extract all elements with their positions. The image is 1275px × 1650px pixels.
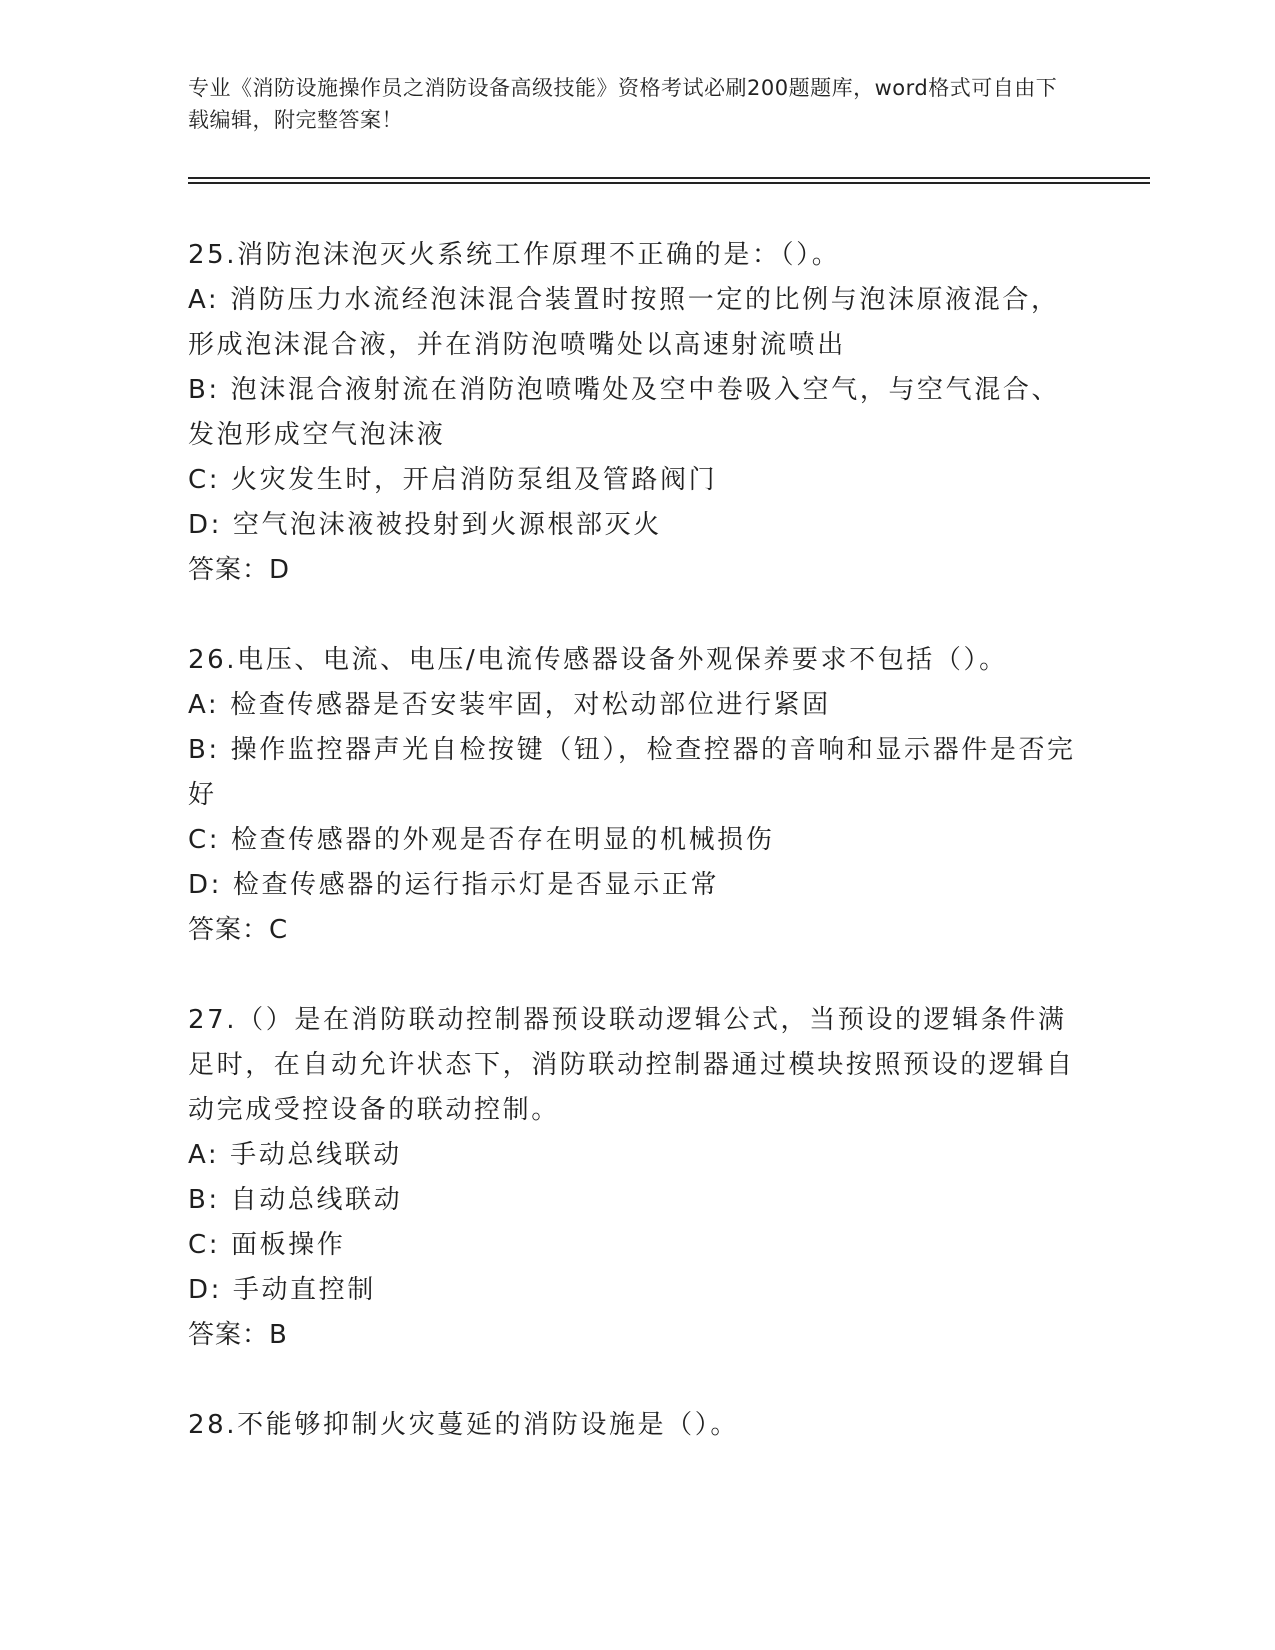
question-27 (188, 998, 1088, 1358)
option-a: A: 检查传感器是否安装牢固，对松动部位进行紧固 (188, 690, 831, 720)
question-stem: 27.（）是在消防联动控制器预设联动逻辑公式，当预设的逻辑条件满足时，在自动允许状态下，消防联动控制器通过模块按照预设的逻辑自动完成受控设备的联动控制。 (188, 1005, 1075, 1125)
option-b: B: 自动总线联动 (188, 1185, 403, 1215)
option-c: C: 检查传感器的外观是否存在明显的机械损伤 (188, 825, 775, 855)
option-b: B: 操作监控器声光自检按键（钮），检查控器的音响和显示器件是否完好 (188, 735, 1076, 810)
document-header: 专业《消防设施操作员之消防设备高级技能》资格考试必刷200题题库，word格式可自由下载编辑，附完整答案！ (188, 76, 1058, 132)
answer: 答案：C (188, 915, 289, 945)
header-rule-top (188, 177, 1150, 179)
option-c: C: 火灾发生时，开启消防泵组及管路阀门 (188, 465, 718, 495)
question-25 (188, 233, 1088, 593)
option-c: C: 面板操作 (188, 1230, 346, 1260)
question-28 (188, 1403, 1088, 1448)
header-rule-bottom (188, 182, 1150, 184)
question-stem: 28.不能够抑制火灾蔓延的消防设施是（）。 (188, 1410, 739, 1440)
option-b: B: 泡沫混合液射流在消防泡喷嘴处及空中卷吸入空气，与空气混合、发泡形成空气泡沫液 (188, 375, 1061, 450)
answer: 答案：B (188, 1320, 288, 1350)
question-list (188, 233, 1088, 1493)
option-d: D: 检查传感器的运行指示灯是否显示正常 (188, 870, 720, 900)
question-stem: 26.电压、电流、电压/电流传感器设备外观保养要求不包括（）。 (188, 645, 1008, 675)
option-d: D: 手动直控制 (188, 1275, 376, 1305)
question-stem: 25.消防泡沫泡灭火系统工作原理不正确的是：（）。 (188, 240, 841, 270)
option-d: D: 空气泡沫液被投射到火源根部灭火 (188, 510, 662, 540)
answer: 答案：D (188, 555, 291, 585)
option-a: A: 手动总线联动 (188, 1140, 402, 1170)
question-26 (188, 638, 1088, 953)
option-a: A: 消防压力水流经泡沫混合装置时按照一定的比例与泡沫原液混合，形成泡沫混合液，并在消防泡喷嘴处以高速射流喷出 (188, 285, 1060, 360)
